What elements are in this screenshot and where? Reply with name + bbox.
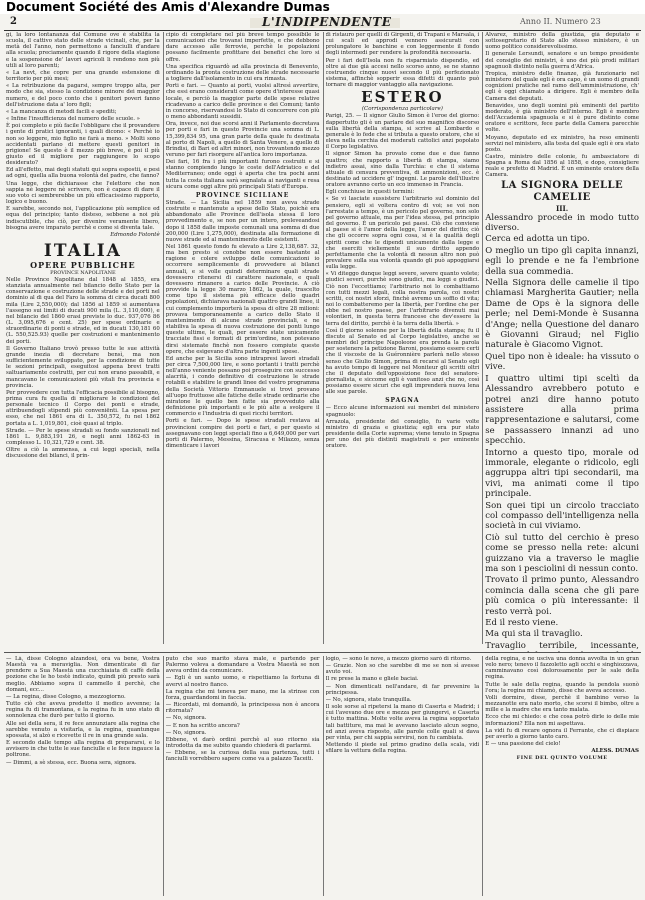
paragraph: Alvarez, ministro della giustizia, già deputato e sottosegretario di Stato allo stesso ministero, è un uomo politico considerevolissimo.: [485, 32, 639, 51]
paragraph: — Ricordati, mi domandò, la principessa non è ancora ritornata?: [165, 702, 320, 715]
paragraph: È poi completo e più facile l'obbligare che il provandere i gente di pratici ignoranti, i quali dicono: « Perchè io non so leggere, mio figlio ne farà a meno. » Molti sono accidentati parlano di mettere questi genitori in prigione! Se questo è il mezzo più breve, è poi il più giusto ed il migliore per raggiungere lo scopo desiderato?: [6, 123, 160, 167]
novel-paragraph: Ma qui sta il travaglio.: [485, 629, 583, 640]
paragraph: Così il giorno solenne per la libertà della stampa; fu il discute al Senato ed al Corpo legislativo, anche se membri del principe Napoleone era prenda la parola per sostenere la petizione Baroni, possiamo essere certi che il viscoste de la Guéronnière parlerà nello stesso senso che Giulio Simon, prima di recarsi al Senato egli ha avuto tempo di leggere nel Moniteur gli scritti oltri che il deputato dell'opposizione fece del senatore-giornalista, e siccome egli è vanitoso anzi che no, così possiamo essere sicuri che egli imprenderà nuova lena alle sue parole.: [325, 327, 480, 396]
paragraph: Tutte le sale della regina, quando la pendola suonò l'ora; la regina mi chiamò, disse che aveva accesso.: [485, 681, 639, 694]
column-1: [6, 32, 160, 652]
paragraph: — No, signora, state tranquilla.: [325, 696, 412, 703]
section-label: SPAGNA: [385, 397, 420, 405]
paragraph: E — una passione del cielo!: [485, 741, 561, 748]
page-number: 2: [10, 16, 17, 27]
paragraph: Porti e fari. — Quanto ai porti, vuolsi altresì avvertire, che essi erano considerati come opere d'interesse quasi locale, e perciò la maggior parte delle spese relative ricadevano a carico delle province e dei Comuni; tanto in concorso, riservandosi lo Stato di concorrere con più o meno abbondanti sussidii.: [165, 83, 320, 121]
paragraph: « Infine l'insufficienza del numero delle scuole. »: [6, 116, 140, 123]
paragraph: Volli dormire, disse, perchè il bambino verso la mezzanotte era nato morto, che scorsi il bimbo, oltre a mille e la madre che era tanto malata.: [485, 694, 639, 714]
paragraph: — Là, disse Cologno alzandosi, ora va bene, Vostra Maestà va a meraviglia. Non dimenticate di far prendere a Sua Maestà una cucchiaiata di caffè della pozione che le ho testè indicato, quindi più presto sarà meglio. Abbiamo sopra il cammello il perchè, che domani, ecc...: [6, 656, 160, 693]
paragraph: — Grazie. Non so che sarebbe di me se non sì avesse avuto voi.: [325, 663, 480, 676]
paragraph: gi, la loro lontananza dal Comune ove è stabilita la scuola, il cattivo stato delle strade vicinali, che, per la metà del l'anno, non permettono a fanciulli d'andare alla scuola; preciamente quando il rigore della stagione e la sospensione de' lavori agricoli li rendono non più utili al loro parenti;: [6, 32, 160, 69]
novel-paragraph: Alessandro procede in modo tutto diverso.: [485, 212, 639, 233]
paragraph: Egli conchiuse in questi termini:: [325, 189, 415, 196]
paragraph: Tropica, ministro delle finanze, già funzionario nel ministero del quale egli è ora capo, è un uomo di grandi cognizioni pratiche nel ramo dell'amministrazione, ch' egli è oggi chiamato a dirigere. Egli è membro della Camera dei deputati.: [485, 70, 639, 102]
novel-paragraph: Nella Signora delle camelie il tipo chiamasi Margherita Gautier; nella Dame de Ops è la signora delle perle; nel Demi-Monde è Susanna d'Ange; nella Questione del danaro è Giovanni Giraud; nel Figlio naturale è Giacomo Vignot.: [485, 278, 639, 351]
correspondence-label: (Corrispondenza particolare): [361, 106, 443, 113]
paragraph: Nel 1861 questo fondo fu elevato a Lire 2,138,687. 32, ma ben presto si conobbe non essere bastante al ragione e colere sviluppo delle comunicazioni io occorrere semplicemente di provvedere ai bilanci annuali, e si volle quindi determinare quali strade dovessero ritenersi di carattere nazionale, e quali dovessero rimanere a carico delle Provincie. A ciò provvide la legge 30 marzo 1862, la quale, trascelto come tipo il sistema più efficace dello quadri popolazioni, dichiarava nazionali quattro grandi linee, il cui complemento importerà la spesa di oltre 28 milioni: provava temporaneamente a carico dello Stato il mantenimento di alcune strade provinciali, e ne stabiliva la spesa di nuova costruzione dei ponti lungo queste ultime, le quali, per essere state unicamente tracciate fissi e formati di prim'ordine, non potevano dirsi sistemate finchè non fossero compiute queste opere, che esigevano d'altra parte ingenti spese.: [165, 244, 320, 355]
section-title-estero: ESTERO: [361, 88, 444, 107]
paragraph: — Ecco alcune informazioni sui membri del ministero spagnuolo:: [325, 405, 480, 418]
paragraph: Per i fari dell'Isola non fu risparmiato dispendio, ed oltre ai due già accesi nello scorso anno, se ne stanno costruendo cinque nuovi secondo il più perfezionato sistema, affinchè sopperir essa difetti di quanto può tornare di maggior vantaggio alla navigazione.: [325, 57, 480, 89]
paragraph: Nelle Province Napolitane dal 1848 al 1855, era stanziata annualmente nel bilancio dello Stato per la conservazione e costruzione delle strade e dei porti nel dominio al di qua del Faro la somma di circa ducati 800 mila (Lire 2,550,000); dal 1856 al 1859 si aumentava l'assegno sui limiti di ducati 900 mila (L. 3,110,000), e nel bilancio del 1860 erasi previste lo duc. 937,076 86 (L. 3,095,676 e cent. 25) per spese ordinarie e straordinarie di ponti e strade, ed in ducati 130,181 60 (L. 550,525.93) quelle per costruzioni e mantenimento dei porti.: [6, 277, 160, 345]
volume-end-label: FINE DEL QUINTO VOLUME: [516, 755, 608, 762]
novel-paragraph: Quel tipo non è ideale: ha vissuto o vive.: [485, 351, 639, 373]
paragraph: La regina che mi teneva per mano, me la strinse con forza, guardandomi in faccia.: [165, 688, 320, 701]
masthead: [0, 14, 645, 32]
column-divider: [482, 32, 483, 644]
feuilleton-column-3: [326, 656, 480, 900]
paragraph: Il signor Simon ha provato come due e due fanno quattro; che rapporto a libertà di stampa, siamo indietro assai, sino dalla Turchia: e che il sistema attuale di censura preventiva, di ammonizioni, ecc. è destinato ad uccidere gl' ingegni. Le parole dell'illustre oratore avranno certo un eco immenso in Francia.: [325, 151, 480, 189]
paragraph: Il re prese la mano e gliele baciai.: [325, 676, 419, 683]
paragraph: Una legge, che dichiarasse che l'elettore che non sappia nè leggere nè scrivere, non è capace di dare il suo voto ci sembrerebbe un più efficacissimo rapporto, logico e buono.: [6, 180, 160, 206]
paragraph: Benavides, uno degli uomini più eminenti del partito moderato, è già ministro dell'interno. Egli è membro dell'Accademia spagnuola e si è pure distinto come oratore e scrittore, fece parte della Camera parecchie volte.: [485, 102, 639, 134]
paragraph: puto che suo marito stava male, e partendo per Palermo voleva a domandare a Vostra Maestà se non aveva ordini da comunicare.: [165, 656, 320, 675]
newspaper-name: L'INDIPENDENTE: [262, 15, 392, 29]
novel-title: LA SIGNORA DELLE CAMELIE: [501, 179, 624, 203]
novel-paragraph: Son quei tipi un circolo tracciato col compasso dell'intelligenza nella società in cui viviamo.: [485, 500, 639, 532]
paragraph: « La mancanza di metodi facili e spediti;: [6, 108, 117, 115]
paragraph: E secondo dalle tempo alla regina di prepararsi, e lo avvisero in che tutte le sue fanciulle e le fece ingauce la poltrone.: [6, 740, 160, 759]
paragraph: Il generale Lersundi, senatore e un tempo presidente del consiglio dei ministri, è uno dei più prodi militari spagnuoli distinto nella guerra d'Africa.: [485, 51, 639, 70]
paragraph: Alle sei della sera, il re fece annunziare alla regina che sarebbe venuto a visitarla, e la regina, quantunque spossata, si alzò e ricevette il re in una grande sala.: [6, 720, 160, 739]
paragraph: Per provvedere con tutta l'efficacia possibile al bisogno, prima cura fu quella di migliorare le condizioni del personale tecnico il Corpo dei ponti e strade, attribuendogli stipendi più conveniënti. La spesa per esso, che nel 1861 era di L. 350,572, fu nel 1862 portata a L. 1,019,801, cioè quasi al triplo.: [6, 389, 160, 427]
paragraph: logio, — sono le nove, a mezzo giorno sarò di ritorno.: [325, 656, 472, 662]
header-banner: [0, 0, 645, 14]
feuilleton-column-1: [6, 656, 160, 900]
paragraph: Strade. — La Sicilia nel 1859 non aveva strade costruite e mantenute a spese dello Stato, poichè era abbandonato alle Province dell'isola stessa il loro provvedimento e, se non per un intero, preleveandosi dopo il 1858 dalle imposte comunali una somma di due 200,000 (Lire 1,275,000), destinata alla formazione di nuove strade ed al mantenimento delle esistenti.: [165, 199, 320, 243]
paragraph: Dei fari, 16 fra i più importanti furono costruiti e si stanno compiendo lungo le coste dell'Adriatico e del Mediterraneo; onde oggi è aperta che tra pochi anni tutta la costa italiana sarà segnalata ai naviganti e resa sicura come oggi altre più principali Stati d'Europa.: [165, 159, 320, 190]
column-divider: [482, 656, 483, 896]
paragraph: Castro, ministro delle colonie, fu ambasciatore di Spagna a Roma dal 1856 al 1858, e dopo, consigliere reale e prefetto di Madrid. È un eminente oratore della Camera.: [485, 153, 639, 179]
paragraph: — E non ha scritto ancora?: [165, 722, 240, 729]
author-signature: ALESS. DUMAS: [591, 748, 639, 755]
column-2: [166, 32, 320, 652]
feuilleton-column-2: [166, 656, 320, 900]
paragraph: Parigi, 25. — Il signor Giulio Simon è l'eroe del giorno: dappertutto gli è un parlare del suo magnifico discorso sulla libertà della stampa, si scrive al Lombardo e generale è lo fede che si tributa a questo oratore, che si eleva nella cerchia dei moderati cattolici anzi popolato il Corpo legislativo.: [325, 113, 480, 151]
paragraph: — No, signora.: [165, 715, 207, 722]
paragraph: — La regina, disse Cologno, a mezzogiorno.: [6, 693, 126, 700]
paragraph: della regina, e ne usciva una donna avvolta in un gran velo nero; tenevo il fazzoletto agli occhi e singhiozzava, camminavano così dolorosamente per le sale della regina.: [485, 656, 639, 681]
paragraph: « Se vi lasciate sussistere l'arbitrario sul dominio del pensiero, egli si voltera contro di voi; se voi non l'arrestate a tempo, è un pericolo pel governo, non solo pel governo attuale, ma per l'idea stessa, pel principio del governo. È un pericolo pei paesi. Ciò che conviene al paese si è l'amor della legge, l'amor del diritto; ciò che gli occorre sopra ogni cosa, si è la qualità degli spiriti come che le dipendi unicamente dalla legge e che eserciti vieliemente il suo diritto appendo perfettamente che la volontà di nessun altro non può prevalere sulla sua volontà quando gli può appoggiarsi sulla legge.: [325, 196, 480, 271]
section-title-italia: ITALIA: [43, 241, 122, 261]
column-divider: [323, 656, 324, 896]
newspaper-page: [0, 14, 645, 900]
issue-info: Anno II. Numero 23: [520, 17, 601, 26]
feuilleton-column-4: [485, 656, 639, 900]
paragraph: Una specifica riguardò ad alla provincia di Benevento, ordinando la pronta costruzione delle strade necessarie a togliere dall'isolamento in cui era rimasta.: [165, 63, 320, 83]
paragraph: Ed all'effetto, mai degli statuti qui sopra espostii, e pesi ad ogni, quella alla buona volontà del padre, che fanno?: [6, 167, 160, 180]
paragraph: Tutto ciò che aveva predetto il medico avvenne; la regina fu di tramontana, e la regina fu in uno stato di sonnolenza che durò per tutto il giorno.: [6, 701, 160, 720]
column-3: [326, 32, 480, 652]
paragraph: di ristauro per quelli di Girgenti, di Trapani e Marsala, i cui scali ed approdi vennero assicurati con prolungatore le banchine e con leggermente il fondo degli intermedi per rendere la profondità necessaria.: [325, 32, 480, 57]
paragraph: — Egli è un santo uomo, e rispettiamo la fortuna di avervi al nostro fianco.: [165, 675, 320, 688]
article-signature: Edmondo Fotontè: [110, 231, 160, 238]
paragraph: Arrazola, presidente del consiglio, fu varie volte ministro di grazia e giustizia; egli era pur stato presidente della Corte suprema; viene tenuto in Spagna per uno dei più distinti magistrati e per eminente oratore.: [325, 418, 480, 450]
paragraph: « Vi diteggo dunque leggi severe, severe quanto volete; giudici severi, purchè sono giudici, ma leggi e giudici. Ciò non l'eccettiamo; l'arbitrario noi lo combattiamo con tutti mezzi legali, colla nostra parola, coi nostri scritti, coi nostri sforzi, finchè avremo un soffio di vita; noi lo combatteremo per la libertà, per l'ordine che per ebbe nel nostro paese, per l'arbitrario divenuti mai volontieri, in questa terra francese che dev'essere la terra del diritto, perchè è la terra della libertà. »: [325, 271, 480, 327]
chapter-number: III.: [555, 203, 569, 213]
paragraph: « La nevt, che copre per una grande estensione di territorio per più mesi;: [6, 69, 160, 83]
novel-paragraph: O meglio un tipo gli capita innanzi, egli lo prende e ne fa l'embrione della sua commedia.: [485, 245, 639, 277]
masthead-rule: [4, 30, 641, 31]
paragraph: — Non dimenticati nell'andare, di far prevenire la principessa.: [325, 683, 480, 696]
column-divider: [163, 656, 164, 896]
novel-paragraph: Trovato il primo punto, Alessandro comincia dalla scena che gli pare più comica o più interessante: il resto verrà poi.: [485, 575, 639, 617]
feuilleton-rule: [4, 652, 641, 653]
paragraph: Ebbene, vi darò ordini perchè al suo ritorno sia introdotta da me subito quando chiederà di parlarmi.: [165, 736, 320, 750]
paragraph: Il sole sorse al ripetersi la mano di Caserta e Madrid; i cui l'avevano due ore e mezza per giungervi, e Caserta è tutto mattina. Molte volte aveva la regina sopportato tali battiture, ma mai le avevano lasciato alcun segno, ed anzi aveva risposto, alle parole colle quali si dava per vinta, per chi sappia servirsi, non fu cambiata.: [325, 704, 480, 741]
paragraph: cipio di completare nel più breve tempo possibile le comunicazioni che trovansi imperfette, e che debbono dare accesso alle ferrovie, perchè le popolazioni possano facilmente profittare dei benefici che loro si offre.: [165, 32, 320, 63]
column-4: [485, 32, 639, 652]
paragraph: Mettendo il piede sul primo gradino della scala, vidi sfilare la vettura della regina.: [325, 742, 480, 755]
novel-paragraph: Travaglio terribile, incessante,: [485, 640, 639, 651]
paragraph: Oltre a ciò la ammensa, a cui leggi speciali, nella discussione dei bilanci, il prin-: [6, 447, 160, 460]
paragraph: — Ebbene, se la curiosa della sua partenza, tutti i fanciulli vorrebbero sapere come va a palazzo Taceiti.: [165, 750, 320, 763]
paragraph: « La retribuzione da pagarsi, sempre troppo alta, per modo che sia, stesso la condizione minore dei maggior numero, e del poco conto che i genitori poveri fanno dell'istruzione data a' loro figli;: [6, 83, 160, 108]
section-label: PROVINCE NAPOLITANE: [50, 270, 116, 276]
paragraph: Moyano, deputato ed ex ministro, ha reso eminenti servizi nel ministero, alla testa del quale egli è ora stato posto.: [485, 134, 639, 153]
paragraph: — Dimmi, a sè stessa, ecc. Buona sera, signora.: [6, 759, 137, 766]
novel-paragraph: Intorno a questo tipo, morale od immorale, elegante o ridicolo, egli aggruppa altri tipi secondarii, ma vivi, ma animati come il tipo principale.: [485, 447, 639, 500]
novel-paragraph: Ed il resto viene.: [485, 618, 559, 629]
section-label: PROVINCE SICILIANE: [195, 191, 290, 199]
paragraph: La vidi fu di recare ognora il Ferrante, che ci dispiace per averlo a giorno tanto caro.: [485, 727, 639, 740]
column-divider: [323, 32, 324, 644]
section-subtitle: OPERE PUBBLICHE: [30, 260, 136, 270]
paragraph: Ecco che mi chiedo: e che cosa potrò dirle io delle mie informazioni? Ella non mi aspettava.: [485, 714, 639, 727]
column-divider: [163, 32, 164, 644]
paragraph: Ora, invece, noi due scorsi anni il Parlamento decretava per porti e fari in questo Provincie una somma di L. 15,399,834 95, una gran parte della quale fu destinata al porto di Napoli, a quello di Santa Venere, a quello di Brindisi, di Bari ed altri minori, non trovantendo mezzo veruno per fari risorgere all'antica loro importanza.: [165, 121, 320, 158]
novel-paragraph: Ciò sul tutto del cerchio è preso come se presso nella rete: alcuni guizzano via a traverso le maglie ma son i pesciolini di nessun conto.: [485, 532, 639, 574]
paragraph: E sarebbe, secondo noi, l'applicazione più semplice ed equa del principio; tanto disteso, sebbene a noi più indiscutibile, che ciò, per divenire veramente libero, bisogna avere imparato perchè e come si diventa tale.: [6, 206, 160, 231]
novel-paragraph: Cerca ed adotta un tipo.: [485, 234, 590, 245]
banner-title: Document Société des Amis d'Alexandre Dumas: [6, 0, 330, 14]
paragraph: — No, signora.: [165, 729, 207, 736]
paragraph: Strade. — Per le spese stradali su fondo sanzionati nel 1861 L. 9,883,191 26, e negli anni 1862-63 in complesso L. 10,321,729 e cent. 38.: [6, 427, 160, 447]
paragraph: Ed anche per la Sicilia sono intrapresi lavori stradali per circa 7,500,000 lire, e sono portanti i tratti perchè nell'anno veniente possano poi proseguire con successo alacrità, i condo definitivo di costruzione le strade rotabili e stabilire le grandi linee del vostro programma della Società Vittorio Emmanuele si trovi provano all'uopo fruttuose alle fatiche delle strade ordinarie che miratone le quello ben fatte sia provveduto alla definizione più importanti e le più alte a svolgere il commercio e l'industria di quei ricchi territori.: [165, 355, 320, 418]
novel-paragraph: I quattro ultimi tipi sceltì da Alessandro avrebbero potuto e potrei anzi dire hanno potuto assistere alla prima rappresentazione e salutarsi, come se passassero innanzi ad uno specchio.: [485, 373, 639, 447]
paragraph: Porti e fari. — Dopo le spese stradali restava ai provincioni compire dei porti e fari, e per questo si assegnavano con leggi speciali fino a 6,649,000 per vari porti di Palermo, Messina, Siracusa e Milazzo, senza dimenticare i lavori: [165, 418, 320, 449]
paragraph: Il Governo Italiano trovò presso tutte le sue attività grande inezia di decretare bensì, ma non sufficientemente sviluppato, per la condizione di tutte le sezioni principali, eseguitosi appena brevi tratti saltuariamente costrutti, per cui non erano passabili, e mancavano le comunicazioni più vitali fra provincia e provincia.: [6, 345, 160, 389]
